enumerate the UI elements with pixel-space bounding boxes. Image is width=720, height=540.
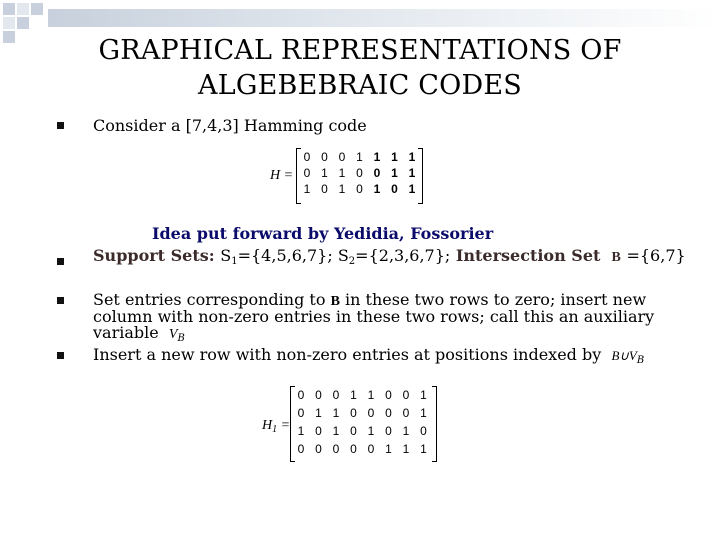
union-symbol: B∪V — [611, 348, 637, 363]
s2-set: ={2,3,6,7}; — [355, 246, 451, 265]
matrix-h1-cell-r3-c5: 1 — [367, 424, 375, 438]
intersection-value: ={6,7} — [626, 246, 686, 265]
bullet-4-text: Insert a new row with non-zero entries at positions indexed by — [93, 345, 602, 364]
matrix-h1-cell-r4-c7: 1 — [402, 442, 410, 456]
matrix-h-cell-r2-c7: 1 — [408, 166, 416, 180]
matrix-h1-cell-r3-c2: 0 — [315, 424, 322, 438]
matrix-h-cell-r3-c6: 0 — [391, 182, 398, 196]
s2-subscript: 2 — [348, 256, 356, 267]
matrix-h1-cell-r3-c4: 0 — [350, 424, 357, 438]
matrix-h1-grid — [292, 388, 434, 460]
vb-symbol: V — [168, 327, 178, 342]
matrix-h1-cell-r2-c6: 0 — [385, 406, 392, 420]
matrix-h-cell-r1-c2: 0 — [321, 150, 328, 164]
matrix-h1-cell-r2-c2: 1 — [315, 406, 322, 420]
bullet-3-line-2: column with non-zero entries in these two rows; call this an auxiliary — [93, 307, 655, 326]
matrix-h1-cell-r2-c1: 0 — [297, 406, 305, 420]
title-line-2: ALGEBEBRAIC CODES — [198, 70, 522, 101]
bullet-2-marker — [57, 258, 64, 265]
matrix-h-cell-r1-c7: 1 — [408, 150, 416, 164]
matrix-h1-cell-r3-c8: 0 — [420, 424, 427, 438]
matrix-h1-cell-r1-c1: 0 — [297, 388, 305, 402]
bullet-3-line-1b: in these two rows to zero; insert new — [345, 290, 647, 309]
matrix-h — [270, 146, 430, 208]
matrix-h1-cell-r2-c7: 0 — [402, 406, 410, 420]
matrix-h1-cell-r2-c4: 0 — [350, 406, 357, 420]
matrix-h1 — [262, 384, 452, 464]
matrix-h-cell-r2-c4: 0 — [356, 166, 363, 180]
matrix-h-grid — [298, 150, 420, 202]
slide-title — [40, 33, 680, 103]
matrix-h1-cell-r2-c8: 1 — [420, 406, 427, 420]
support-sets-line — [93, 246, 686, 267]
matrix-h-cell-r2-c1: 0 — [303, 166, 311, 180]
matrix-h-cell-r1-c1: 0 — [303, 150, 311, 164]
matrix-h-cell-r3-c5: 1 — [373, 182, 381, 196]
matrix-h-cell-r2-c6: 1 — [391, 166, 398, 180]
matrix-h1-equals: = — [280, 418, 291, 433]
matrix-h1-cell-r3-c6: 0 — [385, 424, 392, 438]
title-bar-decoration — [48, 9, 720, 27]
matrix-h-cell-r3-c3: 1 — [338, 182, 346, 196]
s1-letter: S — [220, 246, 232, 265]
matrix-h1-cell-r1-c5: 1 — [367, 388, 375, 402]
matrix-h-cell-r3-c1: 1 — [303, 182, 311, 196]
matrix-h-cell-r1-c4: 1 — [356, 150, 363, 164]
bullet-3-marker — [57, 297, 64, 304]
matrix-h1-letter: H — [262, 418, 273, 433]
s2-letter: S — [337, 246, 349, 265]
bullet-3-line-1a: Set entries corresponding to — [93, 290, 326, 309]
matrix-h-cell-r1-c6: 1 — [391, 150, 398, 164]
vb-subscript: B — [177, 333, 185, 344]
s1-set: ={4,5,6,7}; — [237, 246, 333, 265]
matrix-h1-cell-r4-c3: 0 — [332, 442, 340, 456]
matrix-h1-cell-r3-c1: 1 — [297, 424, 305, 438]
bullet-4-marker — [57, 352, 64, 359]
matrix-h1-cell-r4-c8: 1 — [420, 442, 427, 456]
matrix-h1-cell-r3-c3: 1 — [332, 424, 340, 438]
matrix-h1-cell-r3-c7: 1 — [402, 424, 410, 438]
matrix-h1-cell-r1-c8: 1 — [420, 388, 427, 402]
matrix-h1-cell-r4-c5: 0 — [367, 442, 375, 456]
matrix-h-cell-r2-c3: 1 — [338, 166, 346, 180]
matrix-h-cell-r2-c5: 0 — [373, 166, 381, 180]
intersection-b-symbol: B — [611, 250, 621, 265]
matrix-h-label: H = — [270, 168, 294, 183]
matrix-h1-cell-r4-c4: 0 — [350, 442, 357, 456]
title-line-1: GRAPHICAL REPRESENTATIONS OF — [98, 35, 622, 66]
s1-subscript: 1 — [231, 256, 238, 267]
matrix-h1-cell-r1-c7: 0 — [402, 388, 410, 402]
idea-text: Idea put forward by Yedidia, Fossorier — [152, 224, 494, 243]
matrix-h-cell-r3-c7: 1 — [408, 182, 416, 196]
matrix-h-cell-r2-c2: 1 — [321, 166, 328, 180]
support-sets-label: Support Sets: — [93, 246, 215, 265]
matrix-h1-cell-r1-c6: 0 — [385, 388, 392, 402]
matrix-h1-cell-r2-c5: 0 — [367, 406, 375, 420]
matrix-h-cell-r1-c3: 0 — [338, 150, 346, 164]
bullet-1-text: Consider a [7,4,3] Hamming code — [93, 116, 367, 135]
matrix-h-cell-r1-c5: 1 — [373, 150, 381, 164]
bullet-1-marker — [57, 122, 64, 129]
matrix-h-cell-r3-c4: 0 — [356, 182, 363, 196]
matrix-h1-cell-r1-c3: 0 — [332, 388, 340, 402]
bullet-3-b-symbol: B — [330, 294, 340, 309]
matrix-h1-cell-r4-c2: 0 — [315, 442, 322, 456]
matrix-h1-subscript: 1 — [272, 424, 278, 435]
bullet-4-line — [93, 346, 644, 370]
matrix-h1-label — [262, 418, 290, 435]
matrix-h1-cell-r1-c2: 0 — [315, 388, 322, 402]
union-subscript: B — [636, 355, 645, 366]
matrix-h-cell-r3-c2: 0 — [321, 182, 328, 196]
matrix-h1-cell-r4-c6: 1 — [385, 442, 392, 456]
matrix-h1-cell-r2-c3: 1 — [332, 406, 340, 420]
matrix-h1-cell-r1-c4: 1 — [350, 388, 357, 402]
intersection-label: Intersection Set — [455, 246, 601, 265]
matrix-h1-cell-r4-c1: 0 — [297, 442, 305, 456]
bullet-3-variable-word: variable — [93, 323, 159, 342]
